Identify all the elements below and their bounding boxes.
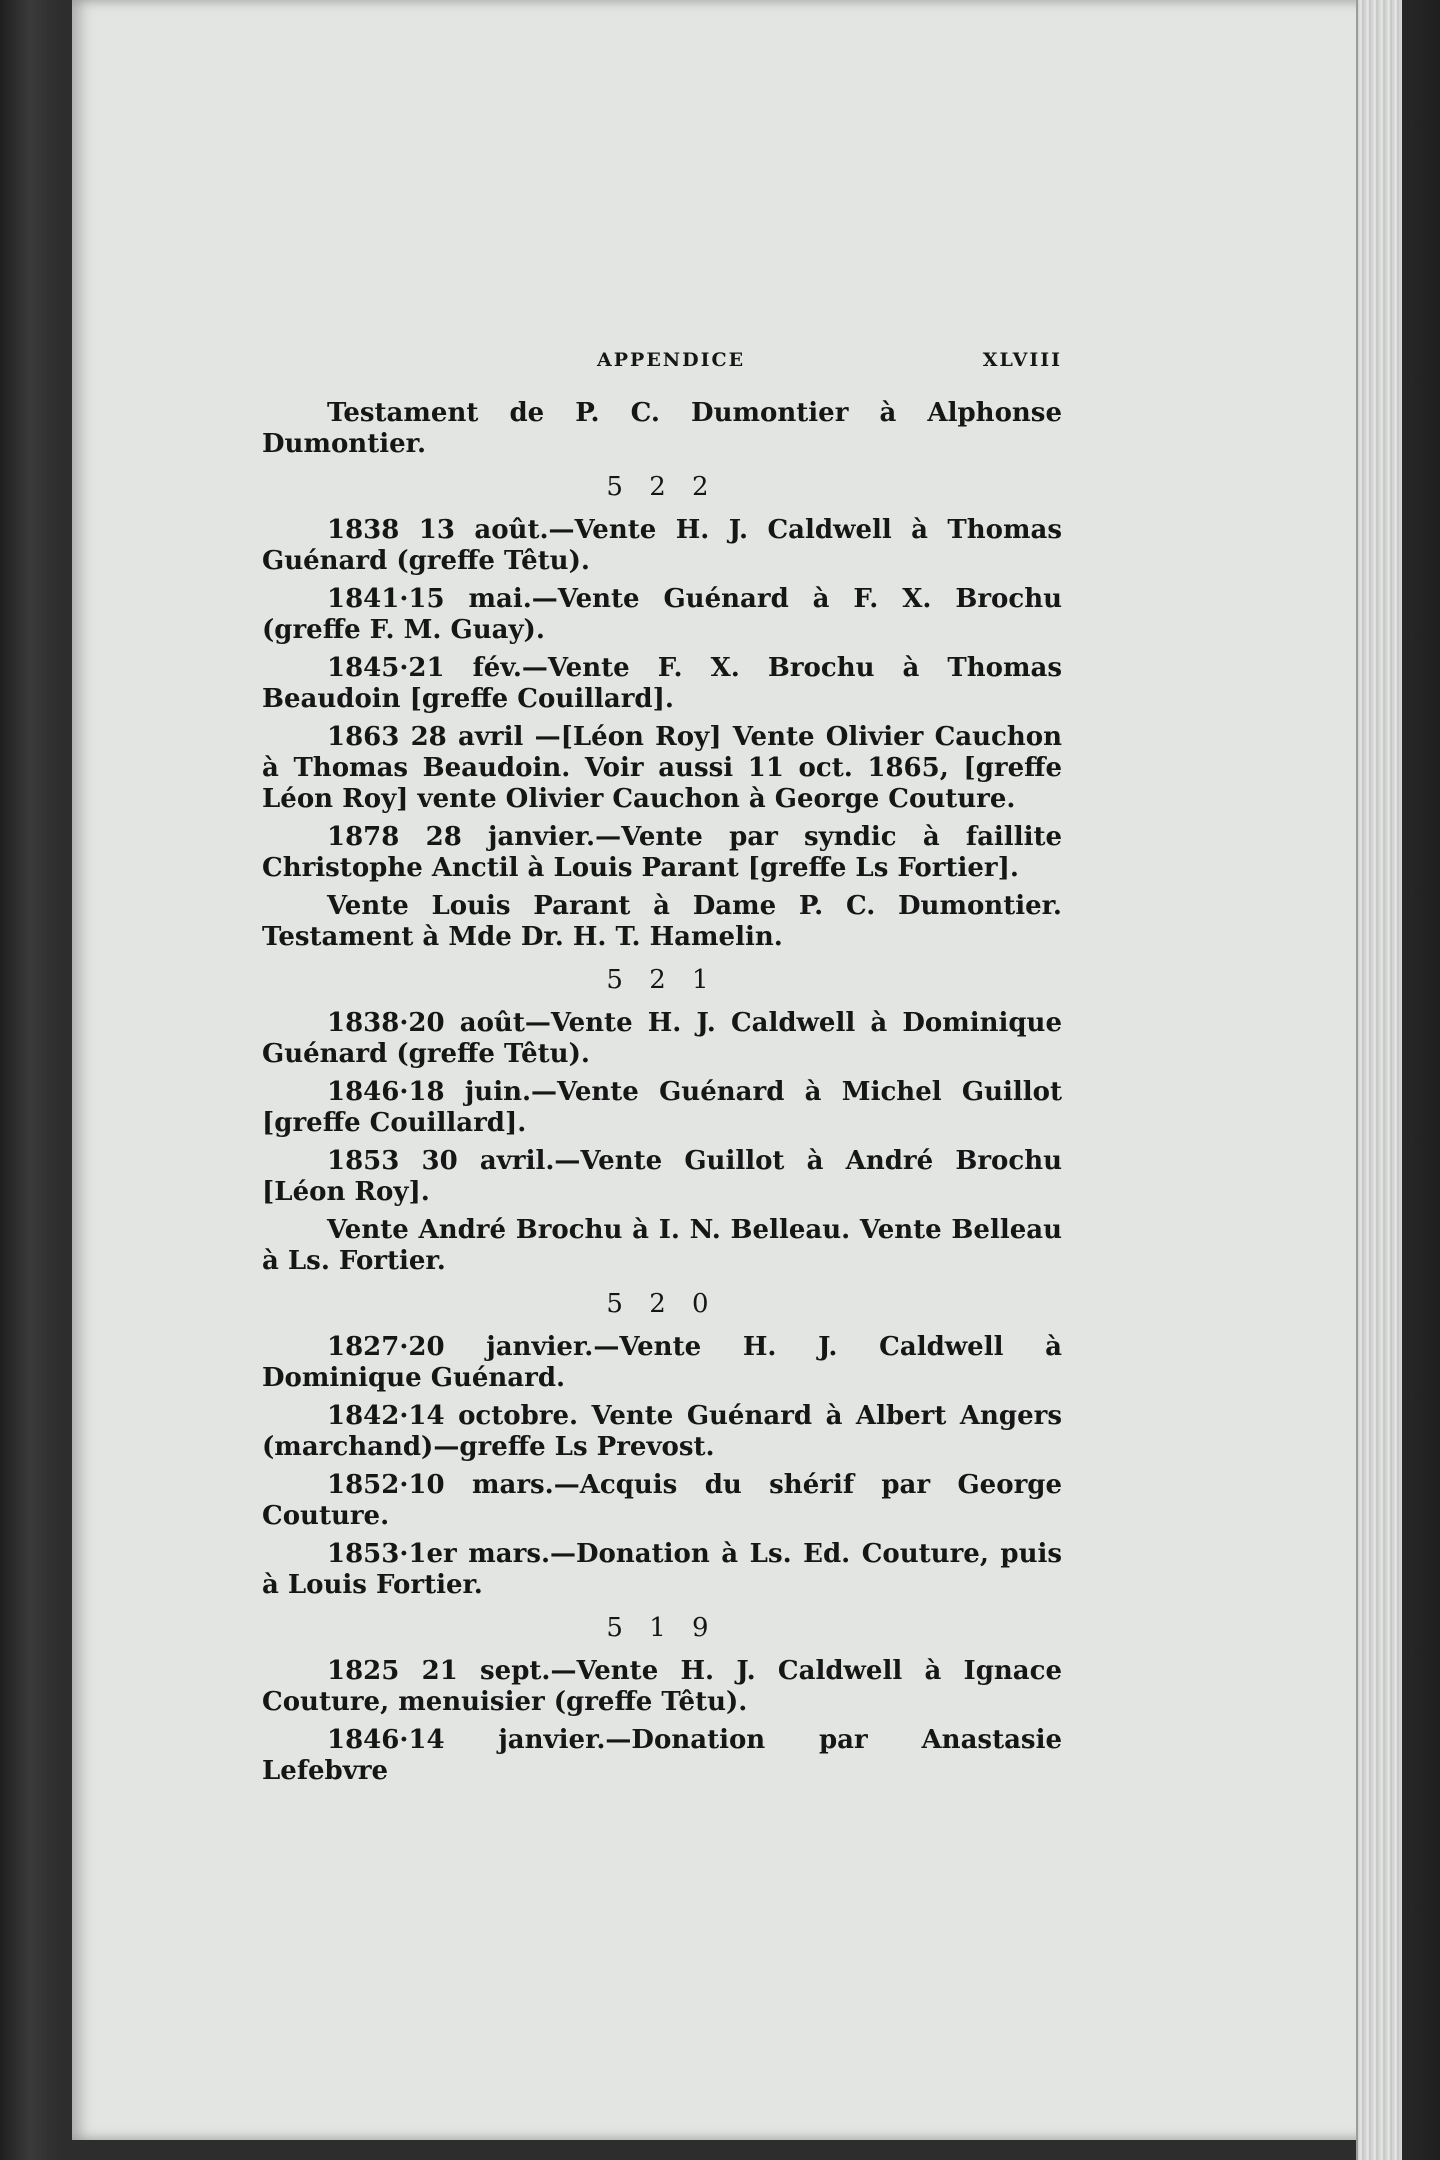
section-519 [262,1613,1062,1787]
section-520 [262,1289,1062,1601]
section-number: 5 2 1 [606,965,718,995]
entry: 1825 21 sept.—Vente H. J. Caldwell à Ignace Couture, menuisier (greffe Têtu). [262,1656,1062,1717]
page-number: XLVIII [982,349,1062,371]
entry: 1846·18 juin.—Vente Guénard à Michel Guillot [greffe Couillard]. [262,1077,1062,1138]
entry: 1853 30 avril.—Vente Guillot à André Brochu [Léon Roy]. [262,1146,1062,1207]
entry: Vente André Brochu à I. N. Belleau. Vente Belleau à Ls. Fortier. [262,1215,1062,1276]
entry: 1853·1er mars.—Donation à Ls. Ed. Couture, puis à Louis Fortier. [262,1539,1062,1600]
section-521 [262,965,1062,1277]
page-text [262,345,1062,1794]
entry: 1827·20 janvier.—Vente H. J. Caldwell à Dominique Guénard. [262,1332,1062,1393]
section-number: 5 1 9 [606,1613,718,1643]
entry: 1838·20 août—Vente H. J. Caldwell à Dominique Guénard (greffe Têtu). [262,1008,1062,1069]
running-title: APPENDICE [597,349,746,371]
entry: 1852·10 mars.—Acquis du shérif par George Couture. [262,1470,1062,1531]
section-522 [262,472,1062,953]
entry: 1842·14 octobre. Vente Guénard à Albert Angers (marchand)—greffe Ls Prevost. [262,1401,1062,1462]
entry: 1838 13 août.—Vente H. J. Caldwell à Thomas Guénard (greffe Têtu). [262,515,1062,576]
entry: 1846·14 janvier.—Donation par Anastasie Lefebvre [262,1725,1062,1786]
section-number: 5 2 0 [606,1289,718,1319]
entry: 1863 28 avril —[Léon Roy] Vente Olivier Cauchon à Thomas Beaudoin. Voir aussi 11 oct. 1865, [greffe Léon Roy] vente Olivier Cauchon à George Couture. [262,722,1062,814]
entry: Vente Louis Parant à Dame P. C. Dumontier. Testament à Mde Dr. H. T. Hamelin. [262,891,1062,952]
entry: 1841·15 mai.—Vente Guénard à F. X. Brochu (greffe F. M. Guay). [262,584,1062,645]
section-number: 5 2 2 [606,472,718,502]
intro-paragraph: Testament de P. C. Dumontier à Alphonse Dumontier. [262,398,1062,459]
entry: 1878 28 janvier.—Vente par syndic à faillite Christophe Anctil à Louis Parant [greffe Ls Fortier]. [262,822,1062,883]
running-head [262,345,1062,376]
page-edge [1356,0,1402,2160]
entry: 1845·21 fév.—Vente F. X. Brochu à Thomas Beaudoin [greffe Couillard]. [262,653,1062,714]
